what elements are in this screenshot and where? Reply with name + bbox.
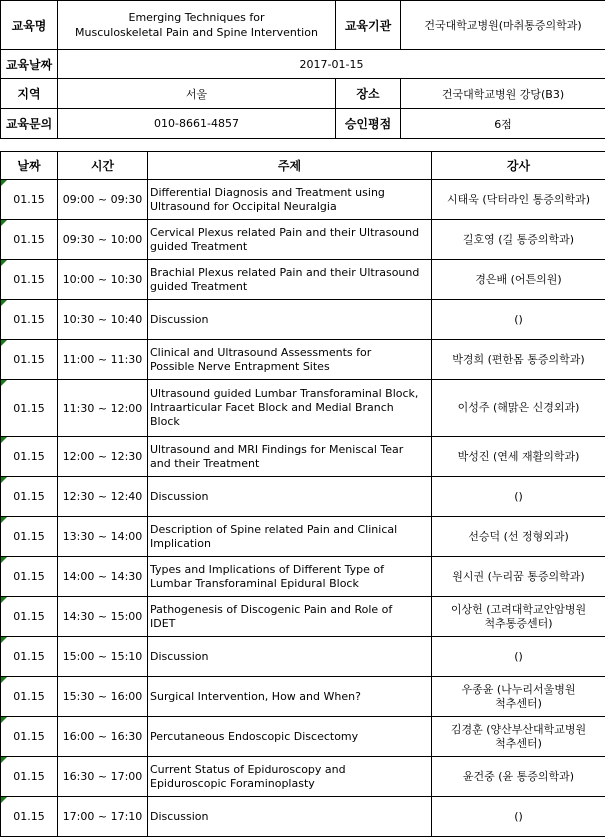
cell-marker-icon <box>1 340 7 346</box>
session-speaker <box>432 677 605 717</box>
session-topic-line: Discussion <box>150 809 209 823</box>
schedule-row <box>1 757 605 797</box>
header-date: 날짜 <box>1 152 58 180</box>
session-time: 17:00 ~ 17:10 <box>58 797 148 837</box>
session-topic <box>148 517 432 557</box>
region: 서울 <box>58 79 336 109</box>
session-time: 12:30 ~ 12:40 <box>58 477 148 517</box>
session-date <box>1 340 58 380</box>
session-date-text: 01.15 <box>13 353 45 366</box>
session-date-text: 01.15 <box>13 490 45 503</box>
course-name-label: 교육명 <box>1 1 58 50</box>
session-date <box>1 220 58 260</box>
session-time: 14:00 ~ 14:30 <box>58 557 148 597</box>
session-speaker-line: 이상헌 (고려대학교안암병원 <box>450 602 587 616</box>
cell-marker-icon <box>1 557 7 563</box>
session-speaker-line: () <box>514 809 523 823</box>
session-speaker-line: 척추통증센터) <box>484 616 553 630</box>
session-topic-line: Surgical Intervention, How and When? <box>150 689 361 703</box>
session-speaker <box>432 340 605 380</box>
schedule-row <box>1 300 605 340</box>
session-topic <box>148 300 432 340</box>
session-date-text: 01.15 <box>13 730 45 743</box>
schedule-row <box>1 557 605 597</box>
session-speaker-line: 우종윤 (나누리서울병원 <box>461 682 576 696</box>
venue: 건국대학교병원 강당(B3) <box>401 79 605 109</box>
session-speaker-line: () <box>514 649 523 663</box>
session-topic-line: guided Treatment <box>150 279 248 293</box>
session-time: 16:00 ~ 16:30 <box>58 717 148 757</box>
session-topic-line: Possible Nerve Entrapment Sites <box>150 359 330 373</box>
cell-marker-icon <box>1 300 7 306</box>
session-date-text: 01.15 <box>13 770 45 783</box>
session-topic <box>148 557 432 597</box>
session-topic-line: Description of Spine related Pain and Clinical <box>150 522 398 536</box>
session-date <box>1 597 58 637</box>
header-speaker: 강사 <box>432 152 605 180</box>
session-speaker <box>432 300 605 340</box>
session-date <box>1 717 58 757</box>
session-speaker <box>432 380 605 437</box>
session-date <box>1 437 58 477</box>
session-date <box>1 180 58 220</box>
session-topic-line: Discussion <box>150 312 209 326</box>
venue-label: 장소 <box>336 79 401 109</box>
session-topic <box>148 477 432 517</box>
session-speaker-line: 경은배 (어튼의원) <box>475 272 562 286</box>
schedule-row <box>1 597 605 637</box>
session-date-text: 01.15 <box>13 273 45 286</box>
session-topic <box>148 220 432 260</box>
credits: 6점 <box>401 109 605 139</box>
session-topic <box>148 637 432 677</box>
date-label: 교육날짜 <box>1 50 58 79</box>
schedule-table <box>0 151 605 837</box>
session-speaker <box>432 477 605 517</box>
course-name-line-2: Musculoskeletal Pain and Spine Intervention <box>75 26 318 39</box>
session-date <box>1 380 58 437</box>
session-topic <box>148 340 432 380</box>
session-topic <box>148 260 432 300</box>
session-date-text: 01.15 <box>13 690 45 703</box>
session-speaker-line: 김경훈 (양산부산대학교병원 <box>450 722 587 736</box>
session-topic <box>148 380 432 437</box>
session-speaker-line: 박경희 (편한몸 통증의학과) <box>452 352 585 366</box>
session-time: 09:00 ~ 09:30 <box>58 180 148 220</box>
session-time: 10:30 ~ 10:40 <box>58 300 148 340</box>
session-time: 11:00 ~ 11:30 <box>58 340 148 380</box>
session-topic-line: Brachial Plexus related Pain and their Ultrasound <box>150 265 420 279</box>
session-speaker-line: 박성진 (연세 재활의학과) <box>457 449 580 463</box>
session-date-text: 01.15 <box>13 610 45 623</box>
cell-marker-icon <box>1 517 7 523</box>
cell-marker-icon <box>1 597 7 603</box>
schedule-header-row <box>1 152 605 180</box>
session-time: 13:30 ~ 14:00 <box>58 517 148 557</box>
session-date <box>1 300 58 340</box>
cell-marker-icon <box>1 477 7 483</box>
session-time: 15:00 ~ 15:10 <box>58 637 148 677</box>
session-speaker-line: () <box>514 312 523 326</box>
credits-label: 승인평점 <box>336 109 401 139</box>
session-date <box>1 517 58 557</box>
institution: 건국대학교병원(마취통증의학과) <box>401 1 605 50</box>
session-date-text: 01.15 <box>13 570 45 583</box>
session-topic-line: Discussion <box>150 489 209 503</box>
schedule-row <box>1 677 605 717</box>
course-date: 2017-01-15 <box>58 50 605 79</box>
session-speaker <box>432 797 605 837</box>
session-speaker <box>432 260 605 300</box>
session-speaker-line: 시태욱 (닥터라인 통증의학과) <box>446 192 591 206</box>
session-date <box>1 557 58 597</box>
session-topic-line: Ultrasound guided Lumbar Transforaminal Block, <box>150 387 419 400</box>
session-topic-line: Cervical Plexus related Pain and their Ultrasound <box>150 225 420 239</box>
session-date <box>1 477 58 517</box>
session-speaker-line: () <box>514 489 523 503</box>
session-date-text: 01.15 <box>13 810 45 823</box>
session-topic-line: Types and Implications of Different Type of <box>150 562 384 576</box>
session-date <box>1 637 58 677</box>
cell-marker-icon <box>1 757 7 763</box>
session-speaker <box>432 220 605 260</box>
cell-marker-icon <box>1 220 7 226</box>
schedule-row <box>1 437 605 477</box>
schedule-row <box>1 340 605 380</box>
session-date-text: 01.15 <box>13 193 45 206</box>
schedule-row <box>1 717 605 757</box>
session-date <box>1 797 58 837</box>
schedule-row <box>1 260 605 300</box>
session-topic-line: Implication <box>150 536 211 550</box>
schedule-row <box>1 517 605 557</box>
session-speaker-line: 선승덕 (선 정형외과) <box>468 529 569 543</box>
session-speaker-line: 이성주 (해맑은 신경외과) <box>457 401 580 414</box>
session-topic-line: Lumbar Transforaminal Epidural Block <box>150 576 359 590</box>
schedule-row <box>1 797 605 837</box>
session-topic-line: Discussion <box>150 649 209 663</box>
cell-marker-icon <box>1 260 7 266</box>
session-time: 14:30 ~ 15:00 <box>58 597 148 637</box>
contact-phone: 010-8661-4857 <box>58 109 336 139</box>
session-topic <box>148 597 432 637</box>
session-topic-line: Current Status of Epiduroscopy and <box>150 762 346 776</box>
schedule-row <box>1 380 605 437</box>
session-time: 12:00 ~ 12:30 <box>58 437 148 477</box>
cell-marker-icon <box>1 380 7 386</box>
session-topic-line: IDET <box>150 616 176 630</box>
institution-label: 교육기관 <box>336 1 401 50</box>
session-topic-line: Pathogenesis of Discogenic Pain and Role of <box>150 602 393 616</box>
header-topic: 주제 <box>148 152 432 180</box>
region-label: 지역 <box>1 79 58 109</box>
course-info-table <box>0 0 605 139</box>
session-speaker-line: 척추센터) <box>495 736 542 750</box>
session-topic <box>148 437 432 477</box>
session-topic <box>148 180 432 220</box>
contact-label: 교육문의 <box>1 109 58 139</box>
session-topic <box>148 677 432 717</box>
session-speaker <box>432 180 605 220</box>
course-name-line-1: Emerging Techniques for <box>128 11 265 24</box>
session-topic-line: Ultrasound and MRI Findings for Meniscal Tear <box>150 442 404 456</box>
session-time: 11:30 ~ 12:00 <box>58 380 148 437</box>
session-speaker-line: 척추센터) <box>495 696 542 710</box>
session-topic-line: Differential Diagnosis and Treatment using <box>150 185 385 199</box>
session-topic-line: and their Treatment <box>150 456 260 470</box>
cell-marker-icon <box>1 677 7 683</box>
session-speaker-line: 길호영 (길 통증의학과) <box>462 232 575 246</box>
schedule-body <box>1 180 605 837</box>
session-time: 16:30 ~ 17:00 <box>58 757 148 797</box>
session-date <box>1 677 58 717</box>
session-topic <box>148 797 432 837</box>
session-topic-line: Ultrasound for Occipital Neuralgia <box>150 199 337 213</box>
session-speaker <box>432 437 605 477</box>
schedule-row <box>1 220 605 260</box>
session-date-text: 01.15 <box>13 650 45 663</box>
session-topic <box>148 717 432 757</box>
schedule-row <box>1 637 605 677</box>
session-time: 15:30 ~ 16:00 <box>58 677 148 717</box>
session-speaker-line: 윤건중 (윤 통증의학과) <box>462 769 575 783</box>
session-date-text: 01.15 <box>13 530 45 543</box>
session-topic <box>148 757 432 797</box>
session-date-text: 01.15 <box>13 401 45 415</box>
session-topic-line: Block <box>150 415 180 428</box>
cell-marker-icon <box>1 717 7 723</box>
course-name <box>58 1 336 50</box>
session-date-text: 01.15 <box>13 233 45 246</box>
session-speaker <box>432 597 605 637</box>
session-topic-line: Epiduroscopic Foraminoplasty <box>150 776 315 790</box>
session-topic-line: guided Treatment <box>150 239 248 253</box>
session-date <box>1 260 58 300</box>
header-time: 시간 <box>58 152 148 180</box>
schedule-row <box>1 180 605 220</box>
cell-marker-icon <box>1 437 7 443</box>
cell-marker-icon <box>1 637 7 643</box>
session-speaker <box>432 757 605 797</box>
session-speaker <box>432 637 605 677</box>
session-speaker <box>432 717 605 757</box>
session-speaker-line: 원시권 (누리꿈 통증의학과) <box>452 569 585 583</box>
session-speaker <box>432 517 605 557</box>
cell-marker-icon <box>1 180 7 186</box>
session-date-text: 01.15 <box>13 313 45 326</box>
cell-marker-icon <box>1 797 7 803</box>
session-date-text: 01.15 <box>13 450 45 463</box>
schedule-row <box>1 477 605 517</box>
session-topic-line: Intraarticular Facet Block and Medial Branch <box>150 401 394 414</box>
session-time: 10:00 ~ 10:30 <box>58 260 148 300</box>
session-topic-line: Clinical and Ultrasound Assessments for <box>150 345 372 359</box>
session-time: 09:30 ~ 10:00 <box>58 220 148 260</box>
session-topic-line: Percutaneous Endoscopic Discectomy <box>150 729 359 743</box>
session-speaker <box>432 557 605 597</box>
session-date <box>1 757 58 797</box>
